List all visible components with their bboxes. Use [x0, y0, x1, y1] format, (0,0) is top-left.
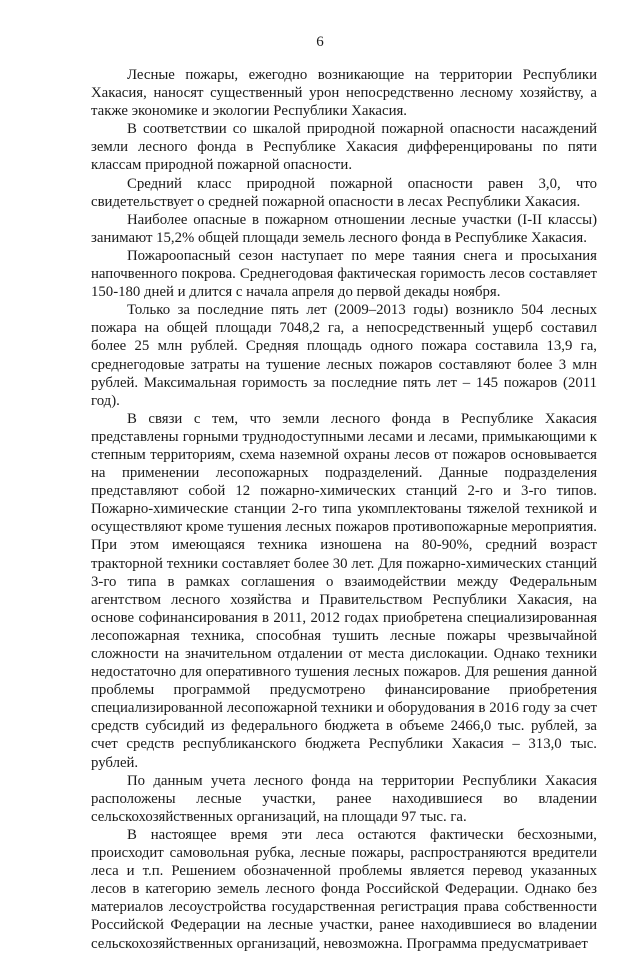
document-body	[91, 66, 597, 953]
paragraph: В соответствии со шкалой природной пожарной опасности насаждений земли лесного фонда в Республике Хакасия дифференцированы по пяти классам природной пожарной опасности.	[91, 121, 597, 174]
paragraph: Лесные пожары, ежегодно возникающие на территории Республики Хакасия, наносят существенный урон непосредственно лесному хозяйству, а также экономике и экологии Республики Хакасия.	[91, 67, 597, 120]
paragraph: В связи с тем, что земли лесного фонда в Республике Хакасия представлены горными труднодоступными лесами и лесами, примыкающими к степным территориям, схема наземной охраны лесов от пожаров основывается на применении лесопожарных подразделений. Данные подразделения представляют собой 12 пожарно-химических станций 2-го и 3-го типов. Пожарно-химические станции 2-го типа укомплектованы тяжелой техникой и осуществляют кроме тушения лесных пожаров противопожарные мероприятия. При этом имеющаяся техника изношена на 80-90%, средний возраст тракторной техники составляет более 30 лет. Для пожарно-химических станций 3-го типа в рамках соглашения о взаимодействии между Федеральным агентством лесного хозяйства и Правительством Республики Хакасия, на основе софинансирования в 2011, 2012 годах приобретена специализированная лесопожарная техника, способная тушить лесные пожары чрезвычайной сложности на значительном отдалении от места дислокации. Однако техники недостаточно для оперативного тушения лесных пожаров. Для решения данной проблемы программой предусмотрено финансирование приобретения специализированной лесопожарной техники и оборудования в 2016 году за счет средств субсидий из федерального бюджета в объеме 2466,0 тыс. рублей, за счет средств республиканского бюджета Республики Хакасия – 313,0 тыс. рублей.	[91, 410, 597, 771]
paragraph: По данным учета лесного фонда на территории Республики Хакасия расположены лесные участки, ранее находившиеся во владении сельскохозяйственных организаций, на площади 97 тыс. га.	[91, 772, 597, 825]
paragraph: Только за последние пять лет (2009–2013 годы) возникло 504 лесных пожара на общей площади 7048,2 га, а непосредственный ущерб составил более 25 млн рублей. Средняя площадь одного пожара составила 13,9 га, среднегодовые затраты на тушение лесных пожаров составляют более 3 млн рублей. Максимальная горимость за последние пять лет – 145 пожаров (2011 год).	[91, 302, 597, 409]
paragraph: Средний класс природной пожарной опасности равен 3,0, что свидетельствует о средней пожарной опасности в лесах Республики Хакасия.	[91, 175, 597, 210]
paragraph: Наиболее опасные в пожарном отношении лесные участки (I-II классы) занимают 15,2% общей площади земель лесного фонда в Республике Хакасия.	[91, 211, 597, 246]
page-number: 6	[316, 34, 324, 50]
paragraph: Пожароопасный сезон наступает по мере таяния снега и просыхания напочвенного покрова. Среднегодовая фактическая горимость лесов составляет 150-180 дней и длится с начала апреля до первой декады ноября.	[91, 247, 597, 301]
paragraph: В настоящее время эти леса остаются фактически бесхозными, происходит самовольная рубка, лесные пожары, распространяются вредители леса и т.п. Решением обозначенной проблемы является перевод указанных лесов в категорию земель лесного фонда Российской Федерации. Однако без материалов лесоустройства государственная регистрация права собственности Российской Федерации на лесные участки, ранее находившиеся во владении сельскохозяйственных организаций, невозможна. Программа предусматривает	[91, 826, 597, 952]
